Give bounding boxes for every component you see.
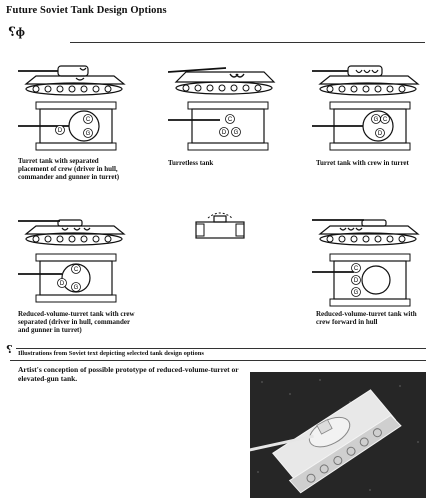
crew-label-driver: D	[57, 128, 63, 135]
caption-a: Turret tank with separated placement of crew (driver in hull, commander and gunner in turret)	[18, 157, 120, 181]
crew-label-gunner: G	[373, 117, 379, 124]
crew-label-gunner: G	[353, 290, 359, 297]
page-title: Future Soviet Tank Design Options	[6, 5, 167, 16]
caption-b: Turretless tank	[168, 159, 214, 167]
footer-rule	[10, 360, 426, 361]
figure-middle-small	[192, 210, 248, 244]
crew-label-gunner: G	[233, 130, 239, 137]
figure-b-side	[168, 62, 278, 96]
prototype-photo	[250, 372, 426, 498]
crew-label-commander: C	[227, 117, 233, 124]
crew-label-commander: C	[85, 117, 91, 124]
figure-e-top	[312, 252, 422, 308]
crew-label-driver: D	[353, 278, 359, 285]
figure-e-side	[312, 212, 422, 246]
crew-label-driver: D	[221, 130, 227, 137]
figure-d-side	[18, 212, 128, 246]
crew-label-gunner: G	[73, 285, 79, 292]
footer-rule-top	[16, 348, 426, 349]
section-mark: ⸮ɸ	[8, 24, 26, 39]
artist-caption: Artist's conception of possible prototype of reduced-volume-turret or elevated-gun tank.	[18, 365, 239, 383]
figure-a-top	[18, 100, 128, 152]
header-rule	[70, 42, 425, 43]
crew-label-commander: C	[382, 117, 388, 124]
caption-e: Reduced-volume-turret tank with crew forward in hull	[316, 310, 417, 326]
crew-label-commander: C	[353, 266, 359, 273]
caption-c: Turret tank with crew in turret	[316, 159, 409, 167]
crew-label-commander: C	[73, 267, 79, 274]
figure-c-top	[312, 100, 422, 152]
crew-label-gunner: G	[85, 131, 91, 138]
caption-d: Reduced-volume-turret tank with crew separated (driver in hull, commander and gunner in turret)	[18, 310, 135, 334]
figure-b-top	[168, 100, 278, 152]
illustration-note: Illustrations from Soviet text depicting selected tank design options	[18, 350, 204, 357]
figure-c-side	[312, 62, 422, 96]
crew-label-driver: D	[377, 131, 383, 138]
crew-label-driver: D	[59, 281, 65, 288]
figure-a-side	[18, 62, 128, 96]
footer-mark-icon: ⸮	[6, 344, 13, 356]
figure-d-top	[18, 252, 128, 304]
